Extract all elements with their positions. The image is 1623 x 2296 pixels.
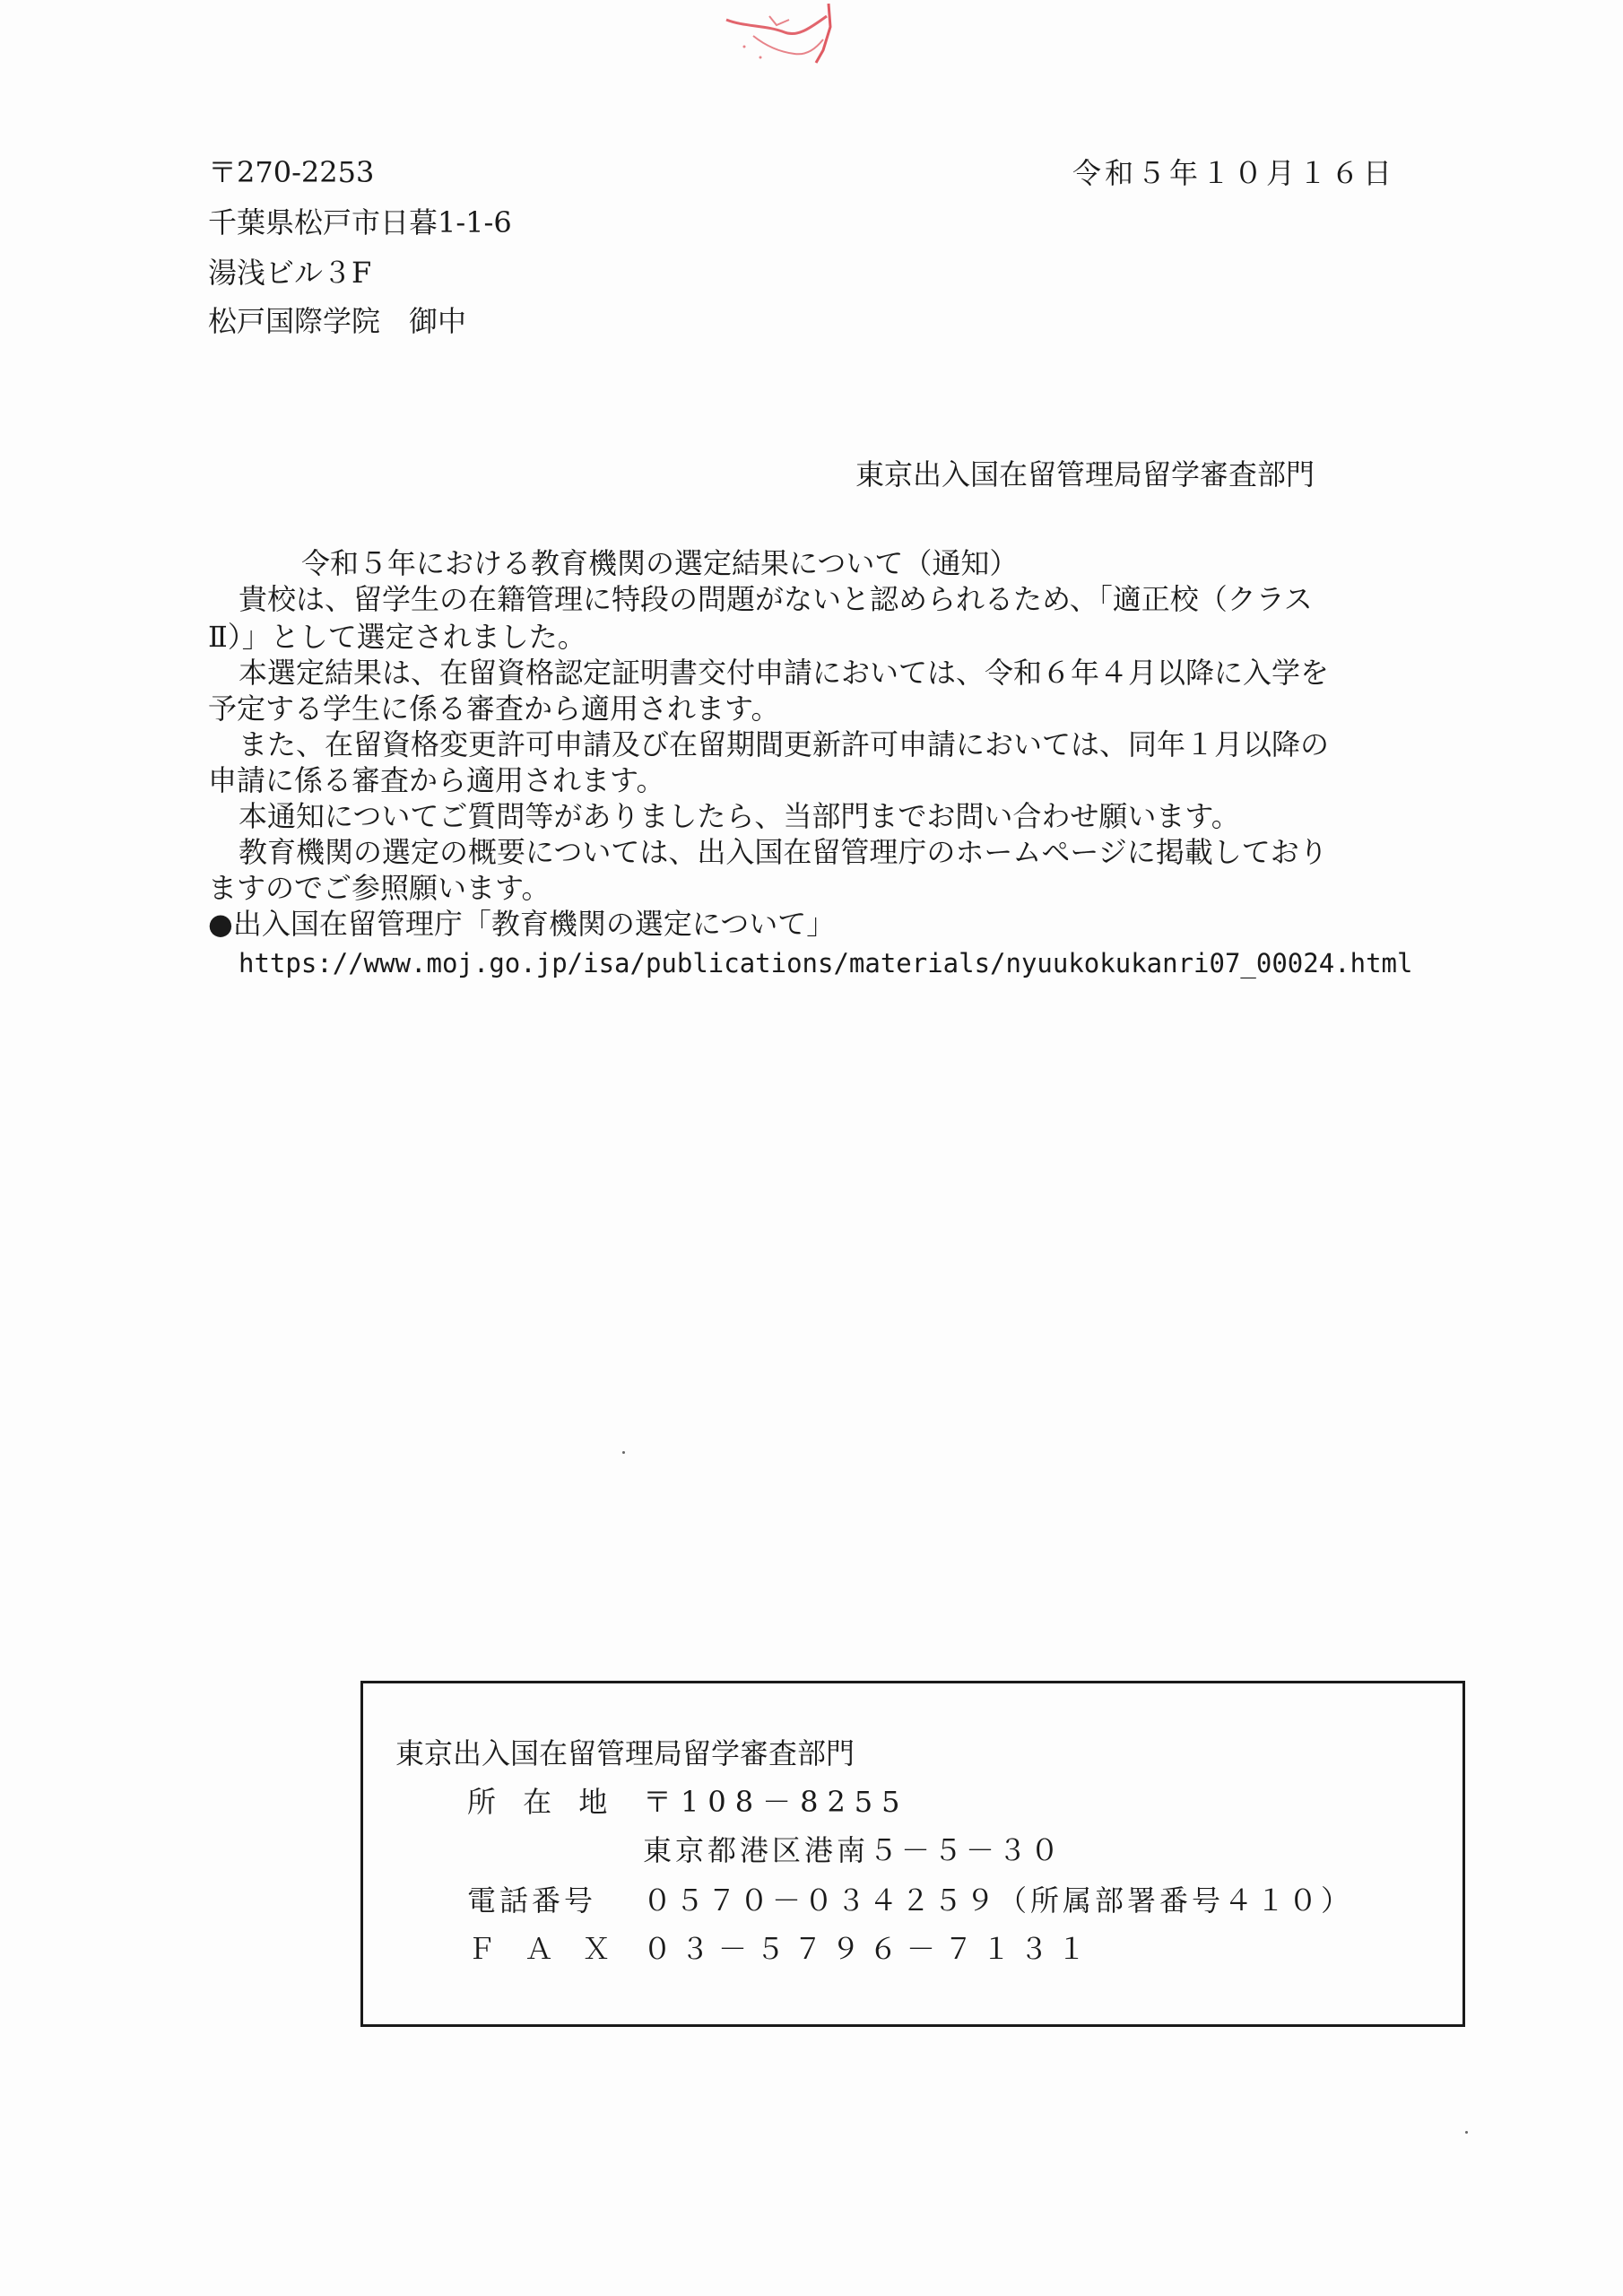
contact-postal-code: 〒108－8255 <box>643 1785 909 1819</box>
contact-address: 東京都港区港南５－５－３０ <box>643 1833 1063 1867</box>
contact-info-box <box>360 1681 1465 2027</box>
reference-url-link[interactable]: https://www.moj.go.jp/isa/publications/materials/nyuukokukanri07_00024.html <box>239 948 1413 978</box>
contact-phone: ０５７０－０３４２５９（所属部署番号４１０） <box>643 1883 1354 1918</box>
recipient-address-line2: 湯浅ビル３F <box>208 256 372 290</box>
recipient-postal-code: 〒270-2253 <box>208 155 375 189</box>
body-line-2: Ⅱ）」として選定されました。 <box>208 620 586 654</box>
reference-label: ●出入国在留管理庁「教育機関の選定について」 <box>208 907 836 941</box>
scan-speck <box>1465 2131 1468 2134</box>
body-line-4: 予定する学生に係る審査から適用されます。 <box>208 691 780 726</box>
contact-fax: ０３－５７９６－７１３１ <box>643 1932 1096 1966</box>
body-line-7: 本通知についてご質問等がありましたら、当部門までお問い合わせ願います。 <box>239 799 1240 833</box>
contact-department: 東京出入国在留管理局留学審査部門 <box>395 1736 855 1770</box>
body-line-5: また、在留資格変更許可申請及び在留期間更新許可申請においては、同年１月以降の <box>239 727 1330 761</box>
document-title: 令和５年における教育機関の選定結果について（通知） <box>301 546 1019 580</box>
body-line-1: 貴校は、留学生の在籍管理に特段の問題がないと認められるため、「適正校（クラス <box>239 582 1313 616</box>
contact-address-label: 所 在 地 <box>467 1785 617 1819</box>
seal-stamp-icon <box>717 0 843 72</box>
contact-phone-label: 電話番号 <box>467 1883 597 1918</box>
body-line-3: 本選定結果は、在留資格認定証明書交付申請においては、令和６年４月以降に入学を <box>239 656 1330 690</box>
sender-department: 東京出入国在留管理局留学審査部門 <box>855 457 1315 491</box>
body-line-9: ますのでご参照願います。 <box>208 871 551 905</box>
scan-speck <box>622 1451 625 1454</box>
recipient-addressee: 松戸国際学院 御中 <box>208 304 467 338</box>
body-line-6: 申請に係る審査から適用されます。 <box>208 763 665 797</box>
recipient-address-line1: 千葉県松戸市日暮1-1-6 <box>208 205 512 239</box>
contact-fax-label: ＦＡＸ <box>467 1932 640 1966</box>
body-line-8: 教育機関の選定の概要については、出入国在留管理庁のホームページに掲載しており <box>239 835 1328 869</box>
document-date: 令和５年１０月１６日 <box>1072 156 1396 190</box>
